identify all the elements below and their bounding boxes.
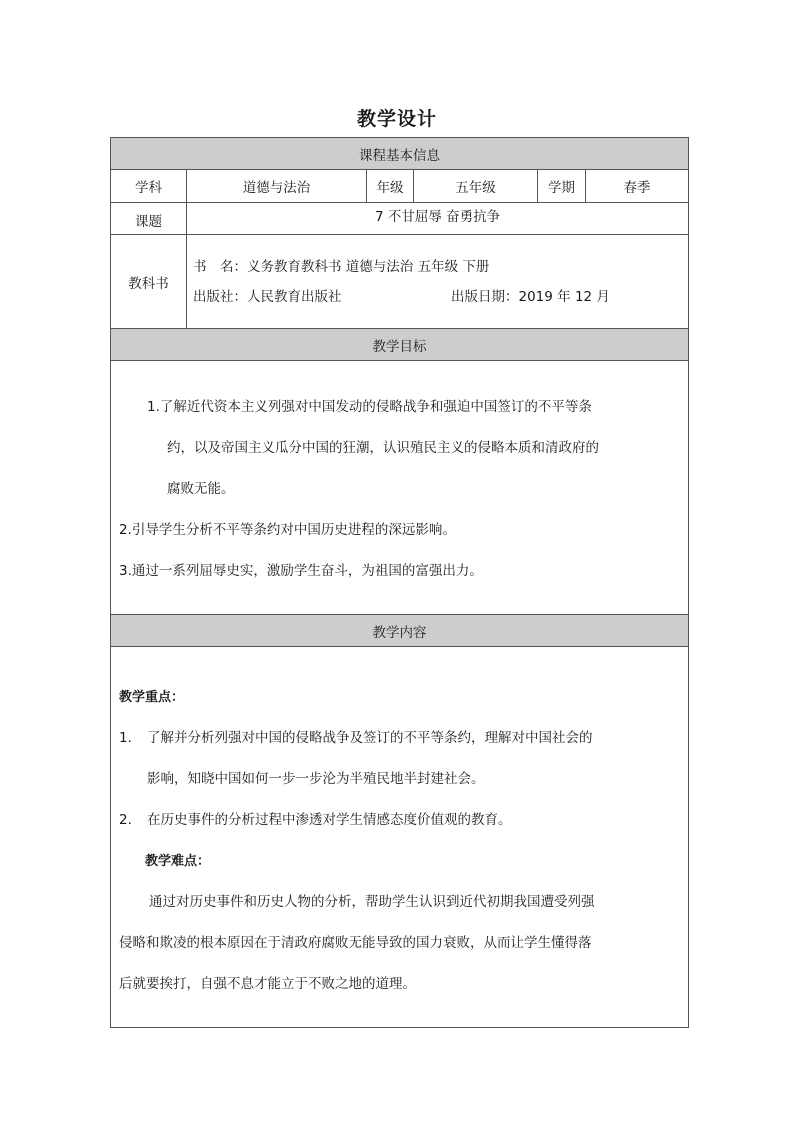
key-points-label: 教学重点： [119, 690, 185, 705]
book-name: 书 名：义务教育教科书 道德与法治 五年级 下册 [193, 258, 490, 275]
difficult-points-label: 教学难点： [145, 854, 211, 869]
goals-body [111, 361, 689, 615]
info-row [111, 170, 689, 203]
publish-date: 出版日期：2019 年 12 月 [451, 288, 610, 305]
textbook-row [111, 235, 689, 329]
key-point-1-number: 1. [119, 730, 132, 746]
grade-value: 五年级 [414, 170, 538, 203]
topic-row [111, 203, 689, 235]
term-label: 学期 [538, 170, 586, 203]
grade-label: 年级 [367, 170, 414, 203]
section-header-basic-info: 课程基本信息 [111, 138, 689, 170]
key-point-2: 在历史事件的分析过程中渗透对学生情感态度价值观的教育。 [147, 812, 512, 828]
textbook-label: 教科书 [111, 235, 187, 329]
goal-1-line-3: 腐败无能。 [167, 481, 235, 497]
topic-value: 7 不甘屈辱 奋勇抗争 [187, 203, 689, 235]
goals-row [111, 361, 689, 615]
goal-1-line-1: 1.了解近代资本主义列强对中国发动的侵略战争和强迫中国签订的不平等条 [147, 399, 592, 415]
content-body [111, 647, 689, 1028]
publisher: 出版社：人民教育出版社 [193, 288, 342, 305]
goal-1-line-2: 约，以及帝国主义瓜分中国的狂潮，认识殖民主义的侵略本质和清政府的 [167, 440, 599, 456]
subject-value: 道德与法治 [187, 170, 367, 203]
key-point-1-line-1: 了解并分析列强对中国的侵略战争及签订的不平等条约，理解对中国社会的 [147, 730, 593, 746]
key-point-1-line-2: 影响，知晓中国如何一步一步沦为半殖民地半封建社会。 [147, 771, 485, 787]
term-value: 春季 [586, 170, 689, 203]
difficult-line-1: 通过对历史事件和历史人物的分析，帮助学生认识到近代初期我国遭受列强 [149, 894, 595, 910]
difficult-line-2: 侵略和欺凌的根本原因在于清政府腐败无能导致的国力衰败，从而让学生懂得落 [119, 935, 592, 951]
page-title: 教学设计 [356, 108, 437, 130]
goal-2: 2.引导学生分析不平等条约对中国历史进程的深远影响。 [119, 522, 456, 538]
difficult-line-3: 后就要挨打，自强不息才能立于不败之地的道理。 [119, 976, 416, 992]
key-point-2-number: 2. [119, 812, 132, 828]
lesson-plan-table [110, 137, 689, 1028]
section-header-content: 教学内容 [111, 615, 689, 647]
section-header-goals: 教学目标 [111, 329, 689, 361]
content-row [111, 647, 689, 1028]
subject-label: 学科 [111, 170, 187, 203]
textbook-details [187, 235, 689, 329]
topic-label: 课题 [111, 203, 187, 235]
goal-3: 3.通过一系列屈辱史实，激励学生奋斗，为祖国的富强出力。 [119, 563, 483, 579]
